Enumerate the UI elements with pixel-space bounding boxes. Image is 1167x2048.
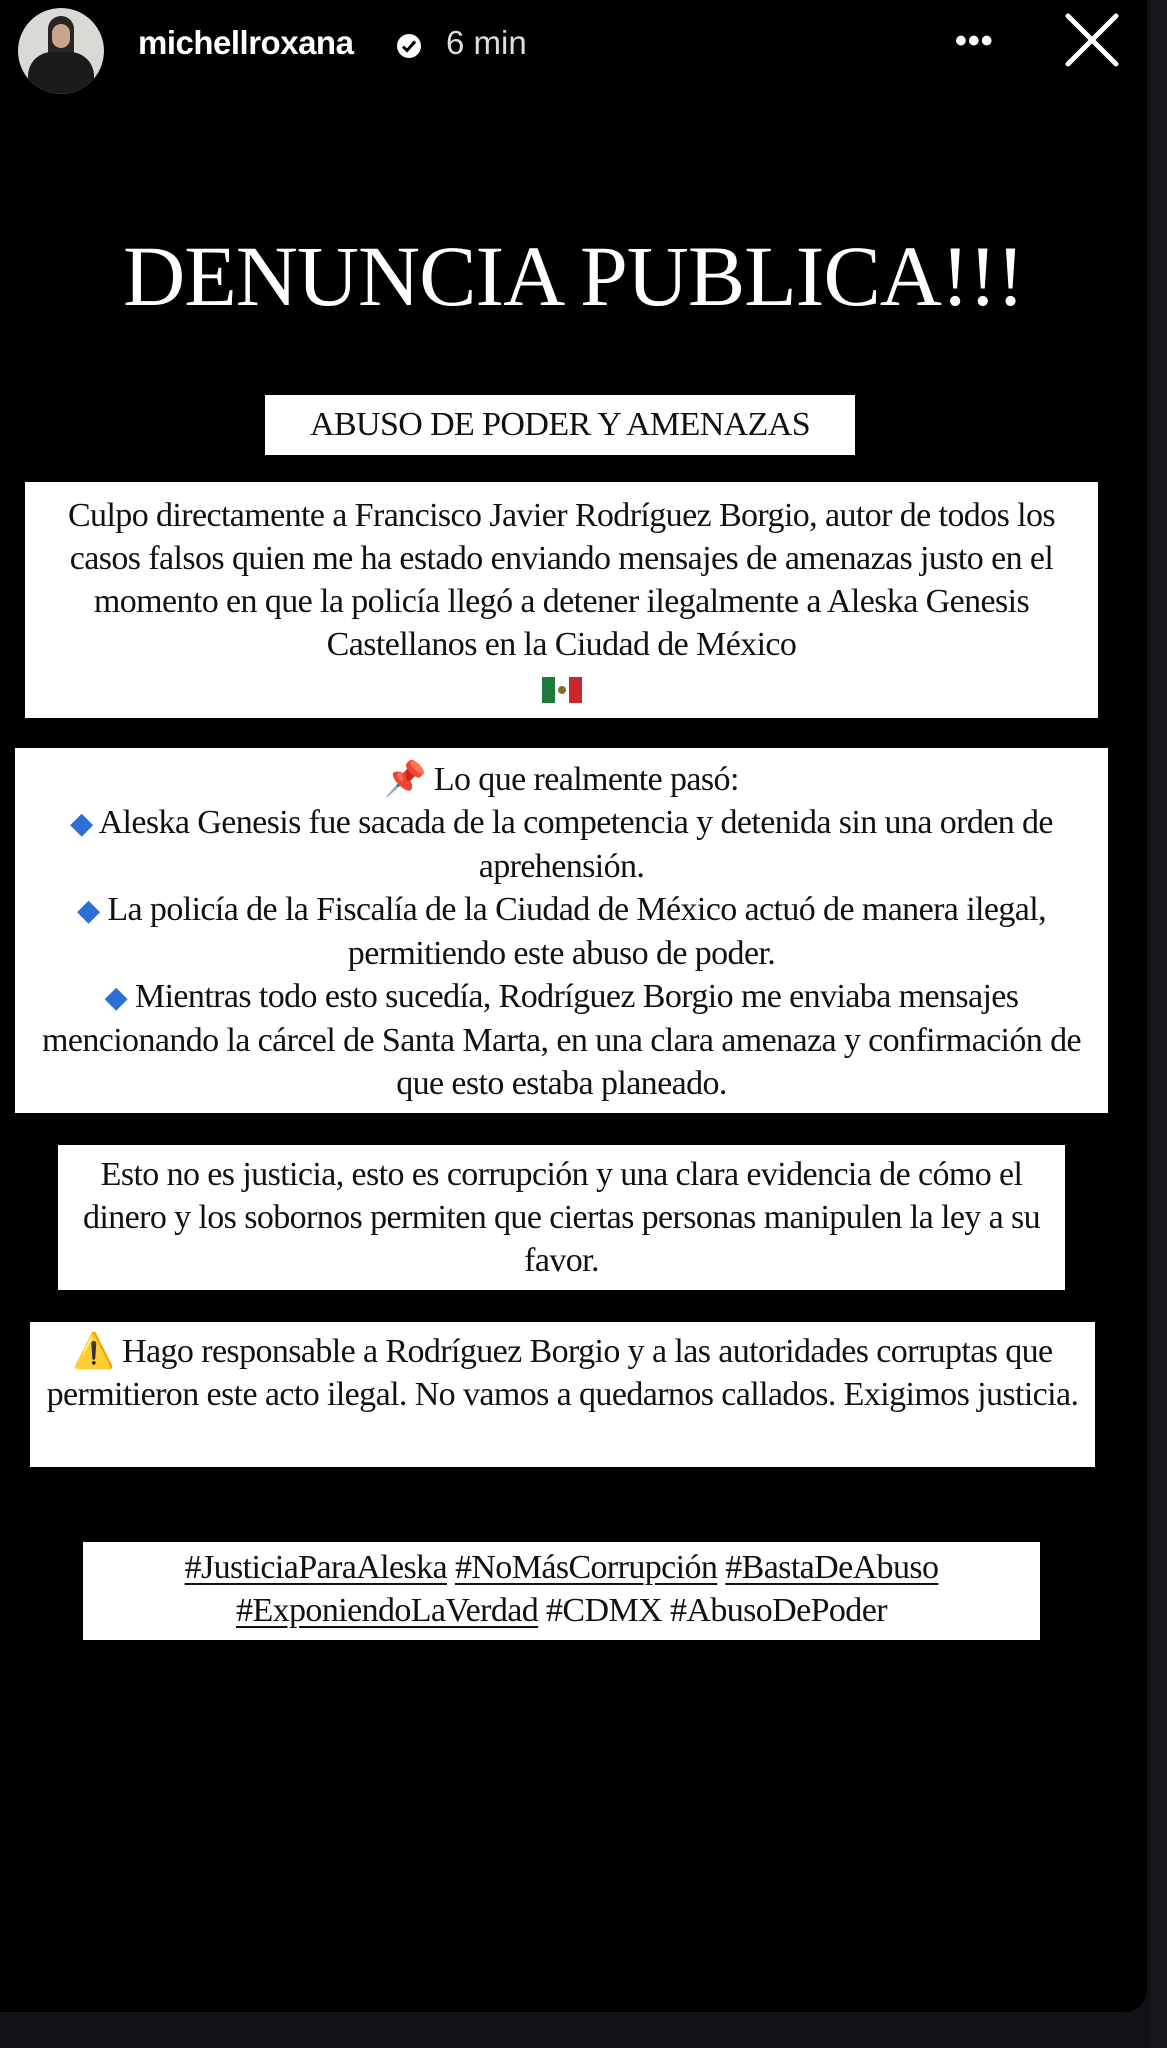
avatar[interactable] — [18, 8, 104, 94]
more-options-button[interactable]: ••• — [955, 22, 994, 60]
hashtag-link[interactable]: #BastaDeAbuso — [725, 1549, 939, 1586]
hashtag: #CDMX — [546, 1592, 663, 1629]
what-happened-box — [15, 748, 1108, 1113]
pushpin-icon: 📌 — [384, 761, 426, 798]
responsibility-box — [30, 1322, 1095, 1467]
mexico-flag-icon — [542, 677, 582, 703]
hashtag-link[interactable]: #NoMásCorrupción — [454, 1549, 718, 1586]
corruption-text: Esto no es justicia, esto es corrupción y una clara evidencia de cómo el dinero y los sobornos permiten que ciertas personas manipulen la ley a su favor. — [82, 1156, 1041, 1279]
hashtag-link[interactable]: #ExponiendoLaVerdad — [236, 1592, 539, 1629]
blue-diamond-icon: ◆ — [104, 981, 128, 1014]
blue-diamond-icon: ◆ — [76, 894, 100, 927]
warning-icon: ⚠️ — [72, 1333, 115, 1370]
hashtag: #AbusoDePoder — [669, 1592, 887, 1629]
username[interactable]: michellroxana — [138, 24, 354, 61]
responsibility-text: Hago responsable a Rodríguez Borgio y a las autoridades corruptas que permitieron este acto ilegal. No vamos a quedarnos callados. Exigimos justicia. — [46, 1333, 1079, 1413]
what-happened-heading: Lo que realmente pasó: — [433, 761, 739, 798]
list-item: Mientras todo esto sucedía, Rodríguez Borgio me enviaba mensajes mencionando la cárcel de Santa Marta, en una clara amenaza y confirmación de que esto estaba planeado. — [41, 978, 1081, 1102]
next-story-edge — [1150, 0, 1167, 2048]
accusation-box — [25, 482, 1098, 718]
list-item: Aleska Genesis fue sacada de la competencia y detenida sin una orden de aprehensión. — [98, 804, 1053, 885]
story-header — [0, 0, 1147, 100]
hashtags-box — [83, 1542, 1040, 1640]
accusation-text: Culpo directamente a Francisco Javier Rodríguez Borgio, autor de todos los casos falsos quien me ha estado enviando mensajes de amenazas justo en el momento en que la policía llegó a detener ilegalmente a Aleska Genesis Castellanos en la Ciudad de México — [67, 497, 1055, 663]
post-time: 6 min — [446, 24, 527, 61]
hashtag-link[interactable]: #JusticiaParaAleska — [184, 1549, 448, 1586]
story-title: DENUNCIA PUBLICA!!! — [123, 228, 1024, 324]
subtitle-box — [265, 395, 855, 455]
subtitle: ABUSO DE PODER Y AMENAZAS — [309, 406, 811, 443]
close-icon[interactable] — [1062, 10, 1122, 70]
list-item: La policía de la Fiscalía de la Ciudad de México actuó de manera ilegal, permitiendo este abuso de poder. — [107, 891, 1047, 972]
verified-badge-icon — [396, 33, 422, 59]
blue-diamond-icon: ◆ — [70, 807, 93, 840]
corruption-box — [58, 1145, 1065, 1290]
